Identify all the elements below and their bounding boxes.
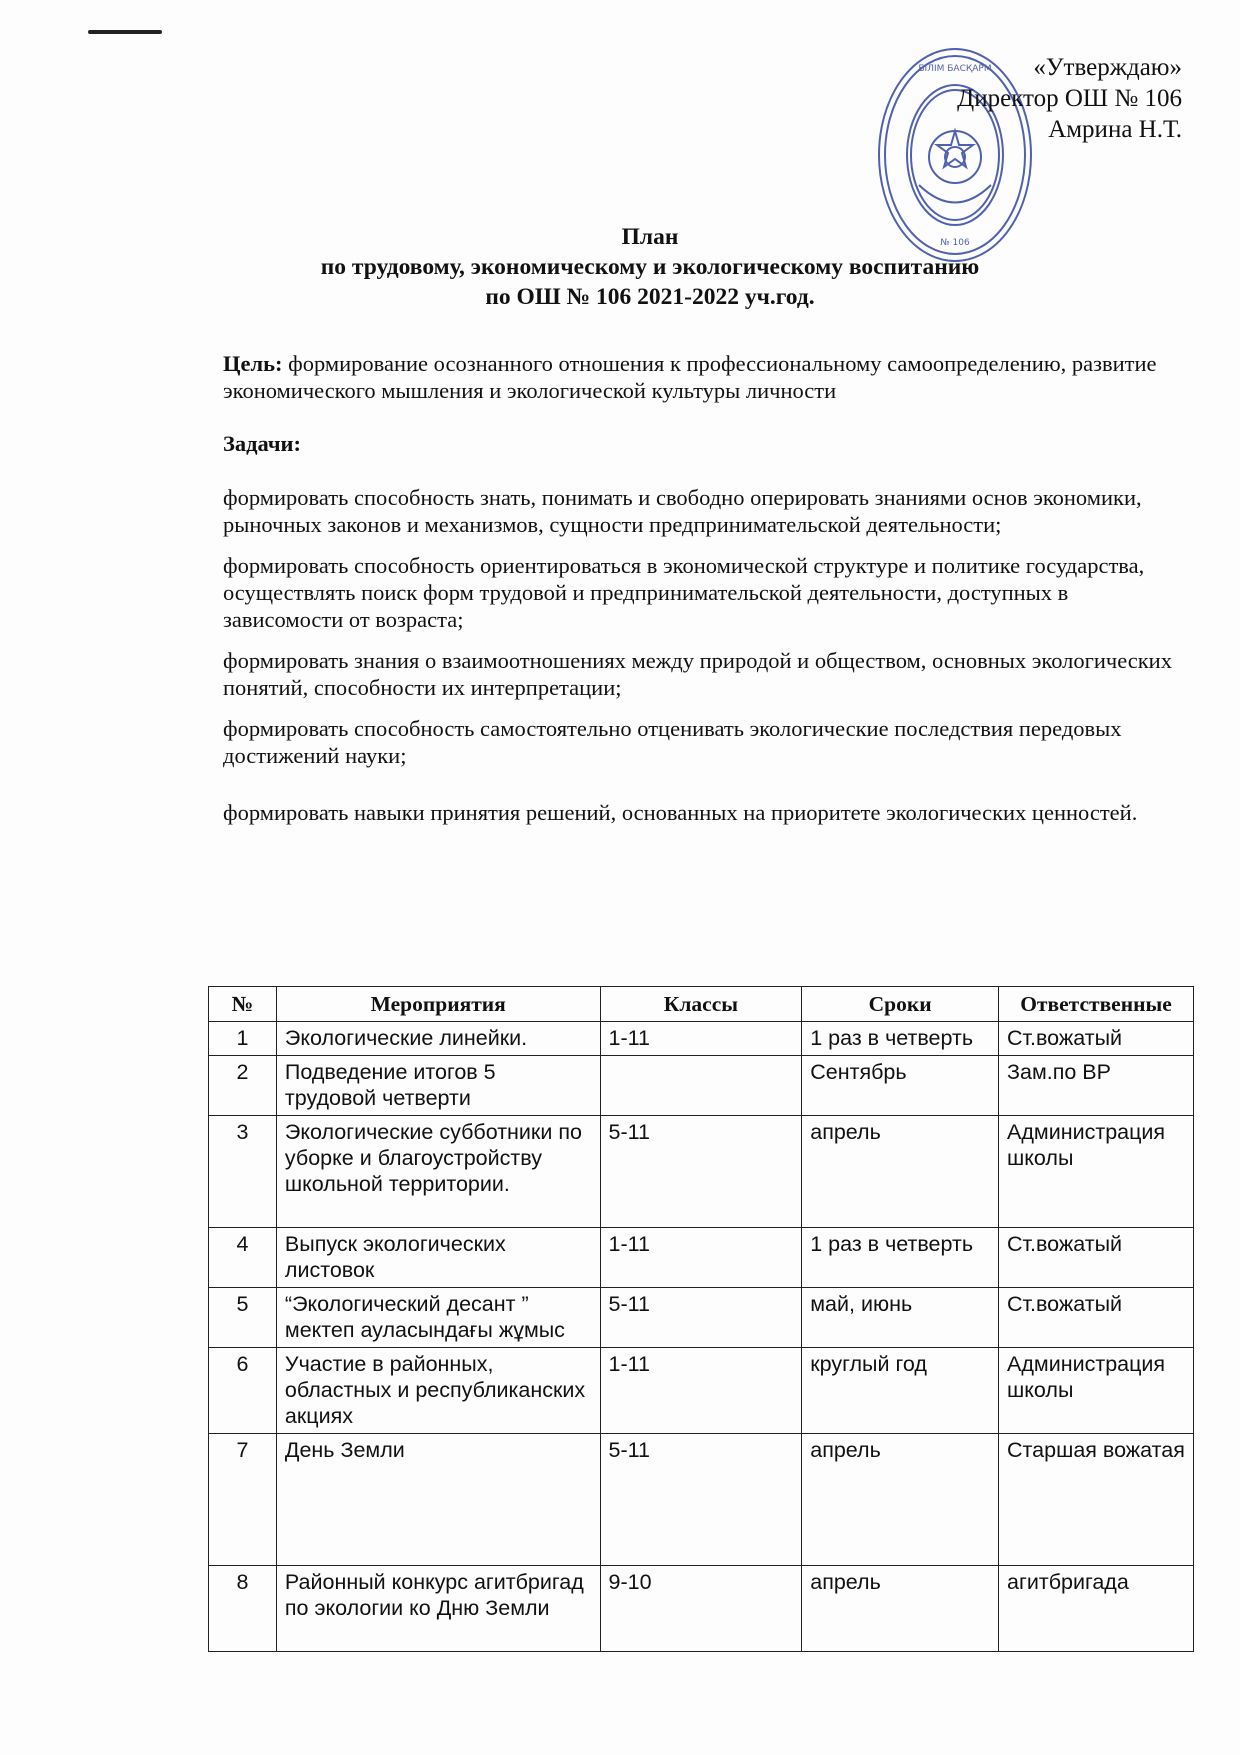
- cell-classes: 5-11: [600, 1434, 802, 1566]
- table-row: [209, 1288, 1194, 1348]
- cell-dates: круглый год: [802, 1348, 999, 1434]
- scan-mark: [88, 30, 162, 34]
- title-line-2: по трудовому, экономическому и экологическому воспитанию: [320, 254, 980, 280]
- header-number: №: [209, 987, 277, 1022]
- cell-classes: 9-10: [600, 1566, 802, 1652]
- cell-responsible: Ст.вожатый: [999, 1288, 1194, 1348]
- cell-number: 4: [209, 1228, 277, 1288]
- table-row: [209, 1566, 1194, 1652]
- header-classes: Классы: [600, 987, 802, 1022]
- cell-responsible: Зам.по ВР: [999, 1056, 1194, 1116]
- cell-responsible: Администрация школы: [999, 1116, 1194, 1228]
- director-line: Директор ОШ № 106: [957, 85, 1182, 112]
- header-responsible: Ответственные: [999, 987, 1194, 1022]
- title-line-3: по ОШ № 106 2021-2022 уч.год.: [485, 284, 815, 310]
- table-row: [209, 1228, 1194, 1288]
- goal-text: формирование осознанного отношения к профессиональному самоопределению, развитие экономического мышления и экологической культуры личности: [223, 351, 1157, 403]
- approval-line: «Утверждаю»: [1033, 54, 1182, 81]
- cell-activity: Экологические субботники по уборке и благоустройству школьной территории.: [276, 1116, 600, 1228]
- table-row: [209, 1348, 1194, 1434]
- cell-activity: Выпуск экологических листовок: [276, 1228, 600, 1288]
- cell-number: 7: [209, 1434, 277, 1566]
- cell-classes: 1-11: [600, 1228, 802, 1288]
- cell-activity: Районный конкурс агитбригад по экологии ко Дню Земли: [276, 1566, 600, 1652]
- cell-classes: 1-11: [600, 1022, 802, 1056]
- task-item: формировать знания о взаимоотношениях между природой и обществом, основных экологических понятий, способности их интерпретации;: [223, 648, 1172, 700]
- cell-responsible: Ст.вожатый: [999, 1228, 1194, 1288]
- cell-number: 5: [209, 1288, 277, 1348]
- svg-text:№ 106: № 106: [940, 238, 970, 248]
- goal-label: Цель:: [223, 351, 283, 376]
- cell-activity: Экологические линейки.: [276, 1022, 600, 1056]
- cell-dates: 1 раз в четверть: [802, 1022, 999, 1056]
- title-line-1: План: [621, 224, 679, 250]
- goal-paragraph: [223, 350, 1183, 404]
- cell-activity: Подведение итогов 5 трудовой четверти: [276, 1056, 600, 1116]
- cell-classes: 5-11: [600, 1288, 802, 1348]
- document-body: [223, 350, 1183, 840]
- header-activities: Мероприятия: [276, 987, 600, 1022]
- cell-number: 2: [209, 1056, 277, 1116]
- cell-dates: 1 раз в четверть: [802, 1228, 999, 1288]
- cell-dates: апрель: [802, 1116, 999, 1228]
- cell-activity: День Земли: [276, 1434, 600, 1566]
- cell-dates: май, июнь: [802, 1288, 999, 1348]
- cell-responsible: Администрация школы: [999, 1348, 1194, 1434]
- cell-classes: 1-11: [600, 1348, 802, 1434]
- table-row: [209, 1116, 1194, 1228]
- task-item: формировать способность знать, понимать и свободно оперировать знаниями основ экономики, рыночных законов и механизмов, сущности предпринимательской деятельности;: [223, 485, 1142, 537]
- cell-activity: Участие в районных, областных и республиканских акциях: [276, 1348, 600, 1434]
- cell-responsible: Старшая вожатая: [999, 1434, 1194, 1566]
- director-name: Амрина Н.Т.: [1048, 116, 1182, 143]
- task-item: формировать способность самостоятельно отценивать экологические последствия передовых достижений науки;: [223, 716, 1122, 768]
- table-header-row: [209, 987, 1194, 1022]
- cell-number: 3: [209, 1116, 277, 1228]
- cell-activity: “Экологический десант ” мектеп ауласындағы жұмыс: [276, 1288, 600, 1348]
- cell-classes: 5-11: [600, 1116, 802, 1228]
- table-row: [209, 1056, 1194, 1116]
- tasks-heading: Задачи:: [223, 431, 302, 456]
- task-item: формировать навыки принятия решений, основанных на приоритете экологических ценностей.: [223, 800, 1138, 825]
- table-row: [209, 1022, 1194, 1056]
- cell-responsible: Ст.вожатый: [999, 1022, 1194, 1056]
- svg-text:БІЛІМ БАСҚАРМ: БІЛІМ БАСҚАРМ: [918, 64, 992, 74]
- cell-number: 1: [209, 1022, 277, 1056]
- task-item: формировать способность ориентироваться в экономической структуре и политике государства, осуществлять поиск форм трудовой и предпринимательской деятельности, доступных в зависомости от возраста;: [223, 553, 1145, 632]
- cell-responsible: агитбригада: [999, 1566, 1194, 1652]
- cell-dates: апрель: [802, 1434, 999, 1566]
- approval-stamp-text: [957, 52, 1182, 145]
- cell-dates: апрель: [802, 1566, 999, 1652]
- header-dates: Сроки: [802, 987, 999, 1022]
- cell-dates: Сентябрь: [802, 1056, 999, 1116]
- activities-table: [208, 986, 1194, 1652]
- cell-classes: [600, 1056, 802, 1116]
- table-row: [209, 1434, 1194, 1566]
- cell-number: 6: [209, 1348, 277, 1434]
- cell-number: 8: [209, 1566, 277, 1652]
